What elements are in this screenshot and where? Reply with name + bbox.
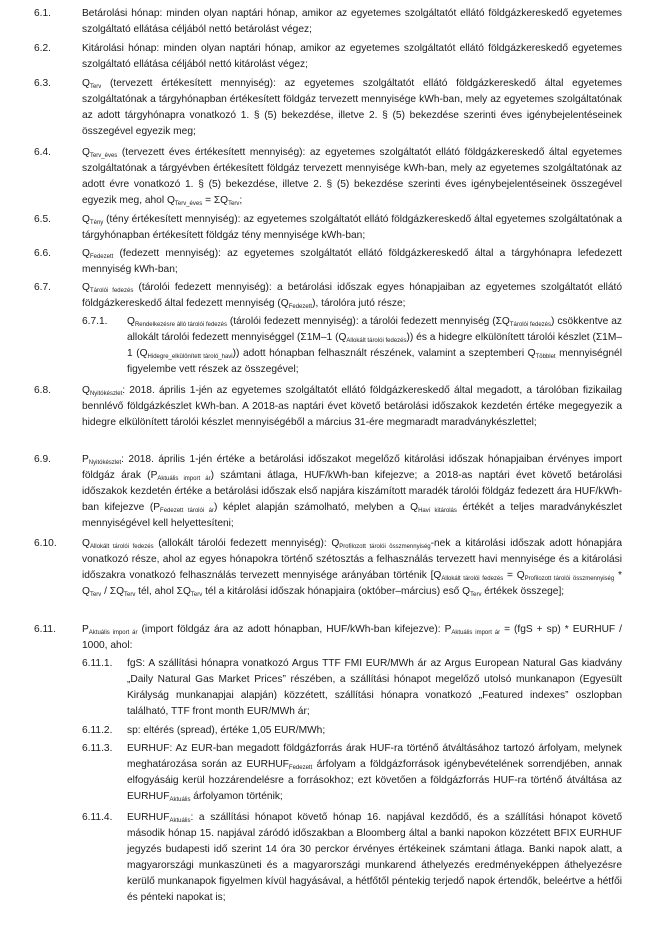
subscript-text: Fedezett: [89, 254, 114, 260]
subscript-text: Tárolói fedezés: [89, 288, 134, 294]
subscript-text: Terv: [190, 592, 203, 598]
text-run: (import földgáz ára az adott hónapban, HUF/kWh-ban kifejezve): P: [137, 624, 452, 635]
text-run: : 2018. április 1-jén az egyetemes szolgáltatót ellátó földgázkereskedő által megadott, a tárolóban fizikailag bennlévő földgázkészlet kWh-ban. A 2018-as naptári évet követő betárolási időszakok kezdetén értéke megegyezik a hidegre elkülönített tárolói készlet mennyiségéből a március 31-ére megmaradt maradványkészlettel;: [82, 385, 622, 428]
item-number: 6.10.: [34, 538, 57, 549]
text-run: = (fgS + sp) * EURHUF / 1000, ahol:: [82, 624, 622, 651]
text-run: ) számtani átlaga, HUF/kWh-ban kifejezve; a 2018-as naptári évet követő betárolási időszakok kezdetén értéke a betárolási időszak első napjára kiszámított maradék tárolói földgáz fedezett ára HUF/kWh-ban kifejezve (P: [82, 470, 622, 513]
text-run: ;: [239, 195, 243, 206]
subscript-text: Aktuális import ár: [88, 630, 138, 636]
text-run: -nek a kitárolási időszak adott hónapjára vonatkozó része, ahol az egyes hónapokra történő szétosztás a felhasználás tervezett havi mennyisége és a kitárolási időszakra vonatkozó felhasználás tervezett mennyisége arányában történik [Q: [82, 538, 622, 581]
subscript-text: Profilozott tárolói összmennyiség: [339, 544, 431, 550]
subscript-text: Terv: [124, 592, 136, 598]
text-run: Q: [82, 78, 90, 89]
text-run: ) csökkentve az allokált tárolói fedezett mennyiséggel (Σ1M–1 (Q: [127, 316, 622, 343]
text-run: (tárolói fedezett mennyiség): a tárolói fedezett mennyiség (ΣQ: [226, 316, 510, 327]
text-run: / ΣQ: [101, 586, 124, 597]
item-number: 6.7.: [34, 282, 51, 293]
definition-text: [82, 212, 622, 244]
text-run: árfolyam a földgázforrások igénybevételének sorrendjében, annak elfogyásáig kerül hozzárendelésre a forrásokhoz; ezt követően a földgázforrás HUF-ra történő átváltása az EURHUF: [127, 759, 623, 802]
subscript-text: Nyitókészlet: [89, 391, 123, 397]
text-run: * Q: [82, 570, 622, 597]
subscript-text: Terv: [89, 592, 102, 598]
definition-text: [82, 622, 622, 654]
subscript-text: Terv: [228, 201, 240, 207]
text-run: Q: [82, 385, 90, 396]
text-run: Q: [82, 147, 90, 158]
text-run: (tervezett értékesített mennyiség): az egyetemes szolgáltatót ellátó földgázkereskedő által egyetemes szolgáltatónak a tárgyhónapban értékesített földgáz tervezett mennyisége kWh-ban, mely az egyetemes szolgáltatónak az adott tárgyhónapra vonatkozó 1. § (5) bekezdése, illetve 2. § (5) bekezdése szerinti éves igénybejelentéseinek összegével egyezik meg;: [82, 78, 622, 137]
item-number: 6.2.: [34, 43, 51, 54]
item-number: 6.1.: [34, 8, 51, 19]
subscript-text: Fedezett: [288, 304, 313, 310]
subscript-text: Nyitókészlet: [88, 460, 122, 466]
text-run: tél, ahol ΣQ: [135, 586, 191, 597]
subscript-text: Tárolói fedezés: [509, 322, 552, 328]
definition-text: [127, 656, 622, 720]
item-number: 6.6.: [34, 248, 51, 259]
text-run: )) és a hidegre elkülönített tárolói készlet (Σ1M–1 (Q: [127, 332, 622, 359]
subscript-text: Terv_éves: [174, 201, 203, 207]
text-run: értékek összege];: [481, 586, 565, 597]
item-number: 6.11.1.: [82, 658, 113, 669]
definition-text: [82, 452, 622, 532]
subscript-text: Többlet: [535, 354, 556, 360]
subscript-text: Rendelkezésre álló tárolói fedezés: [134, 322, 227, 328]
text-run: Q: [82, 282, 90, 293]
text-run: (allokált tárolói fedezett mennyiség): Q: [153, 538, 340, 549]
definition-text: [82, 76, 622, 140]
subscript-text: Allokált tárolói fedezés: [346, 338, 407, 344]
text-run: ), tárolóra jutó része;: [312, 298, 406, 309]
definition-text: [127, 741, 622, 805]
subscript-text: Fedezett tárolói ár: [160, 508, 214, 514]
text-run: )) adott hónapban felhasznált részének, valamint a szeptemberi Q: [232, 348, 536, 359]
text-run: Kitárolási hónap: minden olyan naptári hónap, amikor az egyetemes szolgáltatót ellátó földgázkereskedő egyetemes szolgáltató ellátása céljából nettó kitárolást végez;: [82, 43, 622, 70]
item-number: 6.5.: [34, 214, 51, 225]
text-run: Q: [82, 214, 90, 225]
subscript-text: Terv: [470, 592, 482, 598]
text-run: : 2018. április 1-jén értéke a betárolási időszakot megelőző kitárolási időszak hónapjaiban érvényes import földgáz árak (P: [82, 454, 622, 481]
subscript-text: Havi kitárolás: [418, 508, 457, 514]
text-run: Q: [82, 248, 90, 259]
definition-text: [82, 6, 622, 38]
item-number: 6.11.2.: [82, 725, 113, 736]
text-run: EURHUF: [127, 812, 170, 823]
definition-text: [82, 383, 622, 431]
text-run: (fedezett mennyiség): az egyetemes szolgáltatót ellátó földgázkereskedő által a tárgyhónapra lefedezett mennyiség kWh-ban;: [82, 248, 622, 275]
definition-text: [82, 536, 622, 600]
definition-text: [127, 314, 622, 378]
text-run: (tény értékesített mennyiség): az egyetemes szolgáltatót ellátó földgázkereskedő által egyetemes szolgáltatónak a tárgyhónapban értékesített földgáz tény mennyisége kWh-ban;: [82, 214, 622, 241]
text-run: P: [82, 454, 89, 465]
text-run: tél a kitárolási időszak hónapjaira (október–március) eső Q: [202, 586, 471, 597]
subscript-text: Aktuális import ár: [451, 630, 501, 636]
definition-text: [82, 280, 622, 312]
definition-text: [127, 723, 622, 739]
item-number: 6.7.1.: [82, 316, 108, 327]
text-run: sp: eltérés (spread), értéke 1,05 EUR/MWh;: [127, 725, 326, 736]
item-number: 6.11.4.: [82, 812, 113, 823]
subscript-text: Profilozott tárolói összmennyiség: [524, 576, 615, 582]
definition-text: [82, 41, 622, 73]
text-run: (tárolói fedezett mennyiség): a betárolási időszak egyes hónapjaiban az egyetemes szolgáltatót ellátó földgázkereskedő által fedezett mennyiség (Q: [82, 282, 622, 309]
definition-text: [127, 810, 622, 906]
subscript-text: Terv: [89, 84, 102, 90]
text-run: EURHUF: Az EUR-ban megadott földgázforrás árak HUF-ra történő átváltásához tartozó árfolyam, melynek meghatározása során az EURHUF: [127, 743, 622, 770]
text-run: = Q: [503, 570, 525, 581]
item-number: 6.3.: [34, 78, 51, 89]
subscript-text: Allokált tárolói fedezés: [89, 544, 154, 550]
text-run: Q: [82, 538, 90, 549]
subscript-text: Aktuális import ár: [157, 476, 211, 482]
subscript-text: Hidegre_elkülönített tároló_havi: [147, 354, 233, 360]
subscript-text: Fedezett: [288, 765, 313, 771]
definition-text: [82, 246, 622, 278]
subscript-text: Terv_éves: [89, 153, 118, 159]
subscript-text: Tény: [89, 220, 104, 226]
item-number: 6.11.3.: [82, 743, 113, 754]
text-run: P: [82, 624, 89, 635]
item-number: 6.4.: [34, 147, 51, 158]
text-run: mennyiségnél figyelembe vett részek az összegével;: [127, 348, 622, 375]
definition-text: [82, 145, 622, 209]
item-number: 6.11.: [34, 624, 56, 635]
text-run: = ΣQ: [202, 195, 229, 206]
text-run: értékét a teljes maradványkészlet mennyiségével kell helyettesíteni;: [82, 502, 622, 529]
text-run: fgS: A szállítási hónapra vonatkozó Argus TTF FMI EUR/MWh ár az Argus European Natural Gas kiadvány „Daily Natural Gas Market Prices” részében, a szállítási hónapot megelőző utolsó munkanapon (Egyesült Királyság munkanapjai alapján) közzétett, szállítási hónapra vonatkozó „Featured indexes” oszlopban található, TTF front month EUR/MWh ár;: [127, 658, 622, 717]
text-run: (tervezett éves értékesített mennyiség): az egyetemes szolgáltatót ellátó földgázkereskedő által egyetemes szolgáltatónak a tárgyévben értékesített földgáz tervezett mennyisége kWh-ban, mely az egyetemes szolgáltatónak az adott évre vonatkozó 1. § (5) bekezdése, illetve 2. § (5) bekezdése szerinti éves igénybejelentéseinek összegével egyezik meg, ahol Q: [82, 147, 622, 206]
text-run: árfolyamon történik;: [190, 791, 283, 802]
text-run: : a szállítási hónapot követő hónap 16. napjával kezdődő, és a szállítási hónapot követő második hónap 15. napjával záródó időszakban a Bloomberg által a banki napokon közzétett BFIX EURHUF jegyzés budapesti idő szerint 14 óra 30 perckor érvényes értékeinek számtani átlaga. Banki napok alatt, a magyarországi munkaszüneti és a magyarországi munkarend áthelyezés eredményeképpen áthelyezésre kerülő munkanapok figyelmen kívül hagyásával, a hétfőtől péntekig terjedő napok értendők, beleértve a hétfői és pénteki napokat is;: [127, 812, 622, 903]
subscript-text: Aktuális: [169, 818, 191, 824]
item-number: 6.8.: [34, 385, 51, 396]
item-number: 6.9.: [34, 454, 51, 465]
subscript-text: Allokált tárolói fedezés: [441, 576, 504, 582]
subscript-text: Aktuális: [169, 797, 191, 803]
text-run: Q: [127, 316, 135, 327]
text-run: Betárolási hónap: minden olyan naptári hónap, amikor az egyetemes szolgáltatót ellátó földgázkereskedő egyetemes szolgáltató ellátása céljából nettó betárolást végez;: [82, 8, 622, 35]
text-run: ) képlet alapján számolható, melyben a Q: [213, 502, 419, 513]
